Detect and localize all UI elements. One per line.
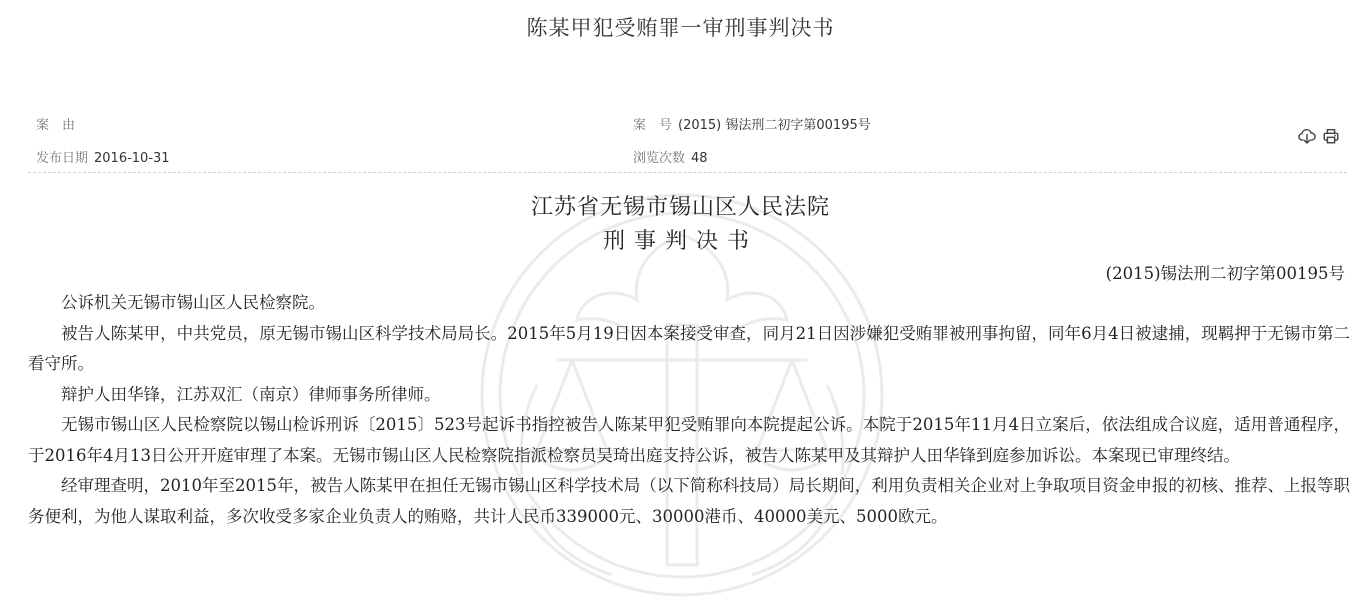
view-count-row bbox=[633, 147, 708, 166]
document-tools bbox=[1298, 127, 1340, 145]
document-case-number: (2015)锡法刑二初字第00195号 bbox=[1105, 264, 1345, 283]
court-name: 江苏省无锡市锡山区人民法院 bbox=[530, 195, 830, 220]
case-number-row bbox=[633, 114, 871, 133]
print-icon[interactable] bbox=[1322, 127, 1340, 145]
case-cause-row bbox=[36, 114, 81, 133]
publish-date-label: 发布日期 bbox=[36, 151, 89, 166]
paragraph-prosecutor: 公诉机关无锡市锡山区人民检察院。 bbox=[61, 293, 325, 312]
paragraph-findings: 经审理查明，2010年至2015年，被告人陈某甲在担任无锡市锡山区科学技术局（以下简称科技局）局长期间，利用负责相关企业对上争取项目资金申报的初核、推荐、上报等职务便利，为他人谋取利益，多次收受多家企业负责人的贿赂，共计人民币339000元、30000港币、40000美元、5000欧元。 bbox=[28, 476, 1350, 526]
paragraph-procedure: 无锡市锡山区人民检察院以锡山检诉刑诉〔2015〕523号起诉书指控被告人陈某甲犯受贿罪向本院提起公诉。本院于2015年11月4日立案后，依法组成合议庭，适用普通程序，于2016年4月13日公开开庭审理了本案。无锡市锡山区人民检察院指派检察员吴琦出庭支持公诉，被告人陈某甲及其辩护人田华锋到庭参加诉讼。本案现已审理终结。 bbox=[28, 415, 1350, 465]
document-type: 刑事判决书 bbox=[602, 229, 758, 254]
paragraph-defendant: 被告人陈某甲，中共党员，原无锡市锡山区科学技术局局长。2015年5月19日因本案接受审查，同月21日因涉嫌犯受贿罪被刑事拘留，同年6月4日被逮捕，现羁押于无锡市第二看守所。 bbox=[28, 323, 1350, 373]
case-cause-label: 案 由 bbox=[36, 118, 76, 133]
paragraph-defense-counsel: 辩护人田华锋，江苏双汇（南京）律师事务所律师。 bbox=[61, 384, 441, 404]
download-icon[interactable] bbox=[1298, 127, 1316, 145]
header-divider bbox=[28, 172, 1347, 173]
case-number-value: (2015) 锡法刑二初字第00195号 bbox=[678, 118, 871, 133]
view-count-value: 48 bbox=[691, 151, 708, 166]
judgment-body bbox=[28, 288, 1350, 532]
view-count-label: 浏览次数 bbox=[633, 151, 686, 166]
page-title: 陈某甲犯受贿罪一审刑事判决书 bbox=[526, 16, 835, 40]
case-number-label: 案 号 bbox=[633, 118, 673, 133]
publish-date-row bbox=[36, 147, 170, 166]
publish-date-value: 2016-10-31 bbox=[94, 151, 170, 166]
